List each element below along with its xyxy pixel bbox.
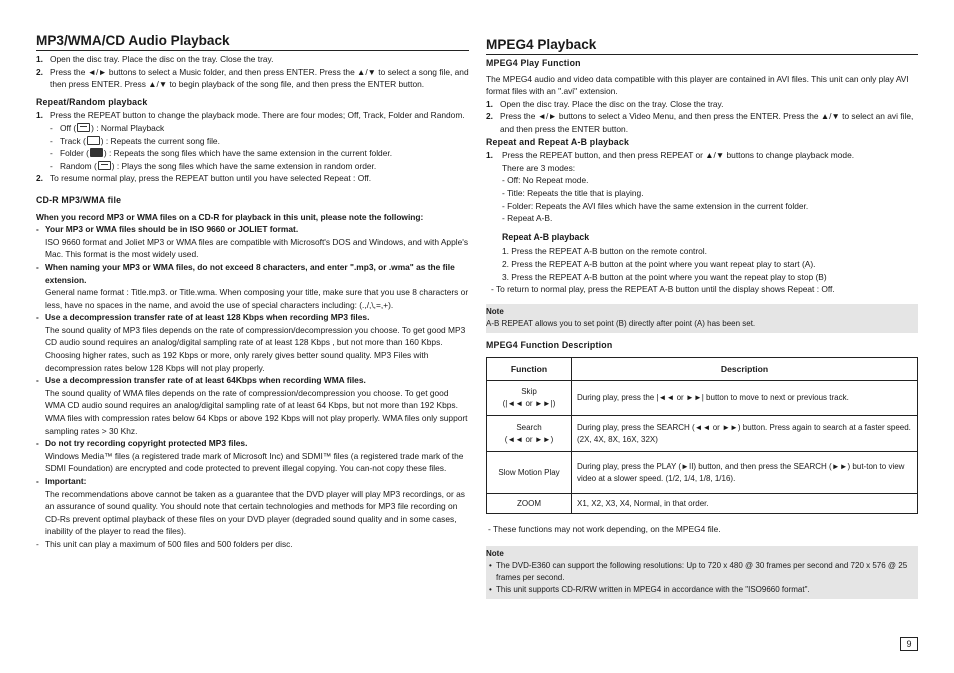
cdr-item-body: General name format : Title.mp3. or Title.wma. When composing your title, make sure that you use 8 characters or less, have no spaces in the name, and avoid the use of special characters including: (.,/,\,=,+). (45, 287, 469, 310)
mp3-steps (36, 53, 469, 91)
cdr-item (36, 437, 469, 475)
mpeg4-play-steps (486, 98, 918, 136)
function-name: Slow Motion Play (498, 467, 560, 477)
repeat-ab-playback-steps (486, 245, 918, 283)
step-number: 2. (36, 173, 43, 184)
repeat-mode-line: - Repeat A-B. (502, 213, 553, 224)
function-cell (487, 381, 572, 416)
cdr-last-text: This unit can play a maximum of 500 files and 500 folders per disc. (45, 538, 293, 549)
step-text: Press the REPEAT button, and then press REPEAT or ▲/▼ buttons to change playback mode. (502, 150, 855, 161)
mode-desc: ) : Repeats the song files which have the same extension in the current folder. (103, 148, 393, 159)
page-number: 9 (900, 637, 918, 651)
step-text: Press the REPEAT button to change the playback mode. There are four modes; Off, Track, Folder and Random. (50, 110, 465, 121)
cdr-item-head: Use a decompression transfer rate of at least 64Kbps when recording WMA files. (45, 375, 366, 386)
repeat-step (36, 109, 469, 122)
mp3-section-title: MP3/WMA/CD Audio Playback (36, 33, 469, 51)
mode-label: Folder ( (60, 148, 89, 159)
dash: - (36, 261, 39, 272)
step-number: 1. (486, 150, 493, 161)
mode-label: Track ( (60, 135, 86, 146)
cdr-heading: CD-R MP3/WMA file (36, 194, 122, 205)
repeat-mode-off (36, 122, 469, 135)
dash: - (50, 122, 53, 133)
cdr-item (36, 311, 469, 374)
repeat-mode-line: - Off: No Repeat mode. (502, 175, 589, 186)
repeat-ab-step (486, 149, 918, 162)
note-title: Note (486, 548, 504, 558)
dash: - (50, 135, 53, 146)
repeat-mode-line: There are 3 modes: (502, 162, 576, 173)
cdr-item-body: The sound quality of MP3 files depends on the rate of compression/decompression you choose. To get good MP3 CD audio sound requires an analog/digital sampling rate of at least 128 Kbps , but not more than 160 Kbps. Choosing higher rates, such as 192 Kbps or more, only rarely gives better sound quality. MP3 Files with decompression rates below 128 Kbps will not play properly. (45, 324, 466, 373)
table-footnote: - These functions may not work depending, on the MPEG4 file. (488, 524, 721, 535)
cdr-item (36, 475, 469, 538)
function-name: ZOOM (517, 498, 541, 508)
table-header-row (487, 358, 918, 381)
repeat-mode-line: - Title: Repeats the title that is playing. (502, 187, 644, 198)
repeat-track-icon (87, 136, 100, 145)
cdr-item-body: ISO 9660 format and Joliet MP3 or WMA files are compatible with Microsoft's DOS and Windows, and with Apple's Mac. This format is the most widely used. (45, 236, 469, 260)
repeat-mode-folder (36, 147, 469, 160)
mp3-step (36, 66, 469, 91)
ab-return-line: - To return to normal play, press the REPEAT A-B button until the display shows Repeat : Off. (491, 284, 835, 295)
cdr-item-body: The sound quality of WMA files depends on the rate of compression/decompression you choose. To get good WMA CD audio sound requires an analog/digital sampling rate of at least 64 Kbps, but not more than 192 Kbps. WMA files with compression rates below 64 Kbps or above 192 Kbps will not play properly. WMA files only support sampling rates > 30 Khz. (45, 387, 468, 436)
repeat-off-icon (77, 123, 90, 132)
repeat-mode-random (36, 160, 469, 173)
dash: - (50, 160, 53, 171)
repeat-mode-track (36, 135, 469, 148)
mode-desc: ) : Repeats the current song file. (100, 135, 220, 146)
description-cell: During play, press the |◄◄ or ►►| button to move to next or previous track. (572, 381, 918, 416)
step-number: 2. (36, 66, 43, 77)
repeat-ab-playback-heading: Repeat A-B playback (502, 231, 590, 242)
note-title: Note (486, 306, 504, 316)
cdr-item (36, 223, 469, 261)
mpeg4-play-intro: The MPEG4 audio and video data compatible with this player are contained in AVI files. This unit can only play AVI format files with an ".avi" extension. (486, 73, 909, 97)
dash: - (36, 375, 39, 386)
repeat-folder-icon (90, 148, 103, 157)
cdr-item (36, 374, 469, 437)
mp3-step (36, 53, 469, 66)
step-text: Press the ◄/► buttons to select a Music folder, and then press ENTER. Press the ▲/▼ to select a song file, and then press ENTER. Press ▲/▼ to begin playback of the song file, and then press the ENTER button. (50, 66, 469, 90)
mpeg4-play-heading: MPEG4 Play Function (486, 58, 581, 68)
cdr-item (36, 261, 469, 311)
cdr-last: - This unit can play a maximum of 500 files and 500 folders per disc. (36, 538, 469, 551)
mode-label: Random ( (60, 160, 97, 171)
step-text: Press the ◄/► buttons to select a Video Menu, and then press the ENTER. Press the ▲/▼ to select an avi file, and then press the ENTER button. (500, 111, 914, 134)
ab-step: 3. Press the REPEAT A-B button at the point where you want the repeat play to stop (B) (502, 271, 827, 282)
dash: - (36, 224, 39, 235)
cdr-item-head: When naming your MP3 or WMA files, do not exceed 8 characters, and enter ".mp3, or .wma" as the file extension. (45, 261, 455, 285)
left-column (36, 33, 469, 551)
cdr-item-head: Do not try recording copyright protected MP3 files. (45, 438, 248, 449)
note-bullet: • The DVD-E360 can support the following resolutions: Up to 720 x 480 @ 30 frames per second and 720 x 576 @ 25 frames per second. (486, 560, 918, 584)
note-bullet-text: The DVD-E360 can support the following resolutions: Up to 720 x 480 @ 30 frames per second and 720 x 576 @ 25 frames per second. (496, 560, 908, 582)
table-header-description: Description (572, 358, 918, 381)
mode-label: Off ( (60, 122, 77, 133)
mode-desc: ) : Normal Playback (91, 122, 165, 133)
repeat-ab-heading: Repeat and Repeat A-B playback (486, 136, 630, 147)
cdr-item-head: Important: (45, 476, 87, 486)
ab-step: 1. Press the REPEAT A-B button on the remote control. (502, 246, 707, 257)
random-icon (98, 161, 111, 170)
mpeg4-step (486, 110, 918, 135)
table-row (487, 381, 918, 416)
table-row (487, 416, 918, 452)
repeat-mode-line: - Folder: Repeats the AVI files which have the same extension in the current folder. (502, 200, 809, 211)
repeat-random-heading: Repeat/Random playback (36, 96, 148, 107)
note-box-support (486, 546, 918, 599)
function-keys: (|◄◄ or ►►|) (502, 399, 556, 409)
table-row (487, 452, 918, 494)
description-cell: During play, press the PLAY (►II) button, and then press the SEARCH (►►) but-ton to view video at a slower speed. (1/2, 1/4, 1/8, 1/16). (572, 452, 918, 494)
note-bullet-text: This unit supports CD-R/RW written in MPEG4 in accordance with the "ISO9660 format". (496, 584, 810, 594)
dash: - (50, 148, 53, 159)
function-name: Skip (521, 387, 537, 397)
table-row (487, 494, 918, 514)
right-column (486, 37, 918, 599)
dash: - (36, 438, 39, 449)
repeat-modes-list (486, 162, 918, 225)
function-cell (487, 416, 572, 452)
mpeg4-desc-heading: MPEG4 Function Description (486, 339, 613, 350)
table-header-function: Function (487, 358, 572, 381)
function-name: Search (516, 422, 542, 432)
repeat-steps (36, 109, 469, 122)
ab-step: 2. Press the REPEAT A-B button at the point where you want repeat play to start (A). (502, 258, 816, 269)
note-bullet: • This unit supports CD-R/RW written in MPEG4 in accordance with the "ISO9660 format". (489, 584, 810, 594)
repeat-step (36, 172, 469, 185)
cdr-item-head: Use a decompression transfer rate of at least 128 Kbps when recording MP3 files. (45, 312, 370, 323)
dash: - (36, 312, 39, 323)
step-number: 1. (36, 110, 43, 121)
function-cell (487, 494, 572, 514)
mode-desc: ) : Plays the song files which have the same extension in random order. (111, 160, 377, 171)
function-cell (487, 452, 572, 494)
function-keys: (◄◄ or ►►) (504, 434, 554, 444)
mpeg4-step (486, 98, 918, 111)
step-text: Open the disc tray. Place the disc on the tray. Close the tray. (50, 54, 274, 64)
description-cell: During play, press the SEARCH (◄◄ or ►►) button. Press again to search at a faster speed. (2X, 4X, 8X, 16X, 32X) (572, 416, 918, 452)
note-text: A-B REPEAT allows you to set point (B) directly after point (A) has been set. (486, 318, 756, 328)
repeat-ab-steps (486, 149, 918, 162)
cdr-item-head: Your MP3 or WMA files should be in ISO 9660 or JOLIET format. (45, 224, 299, 235)
step-text: To resume normal play, press the REPEAT button until you have selected Repeat : Off. (50, 173, 372, 184)
cdr-item-body: Windows Media™ files (a registered trade mark of Microsoft Inc) and SDMI™ files (a registered trade mark of the SDMI Foundation) are encrypted and code protected to prevent illegal copying. You can-not copy these files. (45, 450, 464, 474)
mpeg4-section-title: MPEG4 Playback (486, 37, 918, 55)
cdr-intro: When you record MP3 or WMA files on a CD-R for playback in this unit, please note the following: (36, 211, 424, 222)
step-number: 1. (36, 54, 43, 64)
step-number: 1. (486, 98, 493, 109)
description-cell: X1, X2, X3, X4, Normal, in that order. (572, 494, 918, 514)
step-text: Open the disc tray. Place the disc on the tray. Close the tray. (500, 98, 724, 109)
note-box-ab (486, 304, 918, 333)
cdr-item-body: The recommendations above cannot be taken as a guarantee that the DVD player will play MP3 recordings, or as an assurance of sound quality. You should note that certain technologies and methods for MP3 file recording on CD-Rs prevent optimal playback of these files on your DVD player (degraded sound quality and in some cases, inability of the player to read the files). (45, 488, 465, 537)
step-number: 2. (486, 111, 493, 122)
repeat-steps-2 (36, 172, 469, 185)
dash: - (36, 476, 39, 486)
mpeg4-function-table (486, 357, 918, 514)
